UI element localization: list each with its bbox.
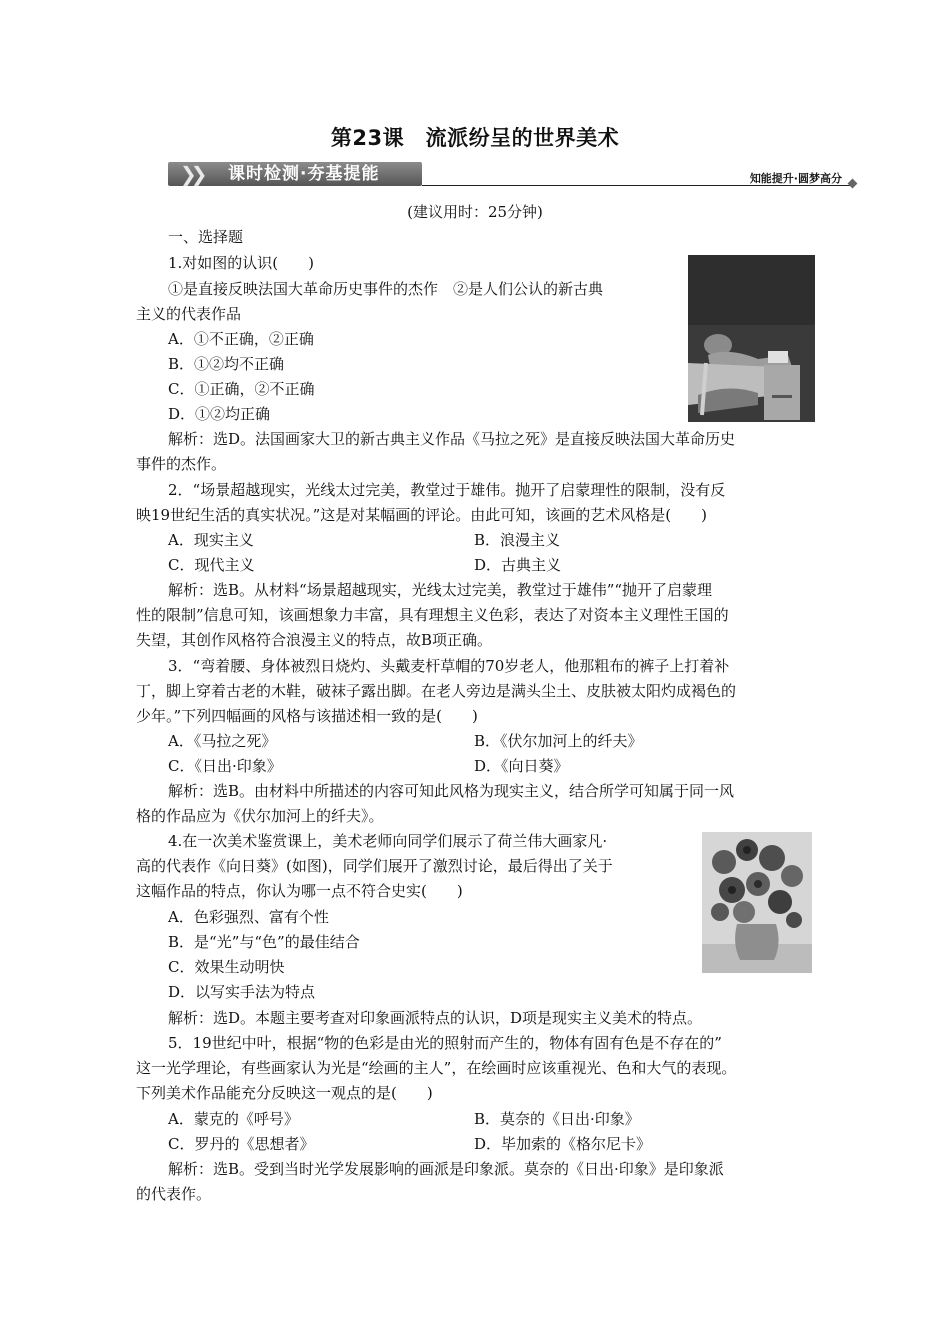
page-title: 第23课 流派纷呈的世界美术 (330, 126, 620, 150)
q2-analysis-1: 解析：选B。从材料“场景超越现实，光线太过完美，教堂过于雄伟”“抛开了启蒙理 (168, 581, 713, 599)
q5-stem-1: 5．19世纪中叶，根据“物的色彩是由光的照射而产生的，物体有固有色是不存在的” (168, 1034, 722, 1052)
q4-stem-3: 这幅作品的特点，你认为哪一点不符合史实( ) (136, 882, 463, 900)
q1-analysis-1: 解析：选D。法国画家大卫的新古典主义作品《马拉之死》是直接反映法国大革命历史 (168, 430, 736, 448)
q3-stem-3: 少年。”下列四幅画的风格与该描述相一致的是( ) (136, 707, 478, 725)
q1-stem: 1.对如图的认识( ) (168, 254, 315, 272)
banner-right-text: 知能提升·圆梦高分 (749, 172, 842, 185)
q2-analysis-2: 性的限制”信息可知，该画想象力丰富，具有理想主义色彩，表达了对资本主义理性王国的 (136, 606, 729, 624)
q5-option-d: D．毕加索的《格尔尼卡》 (474, 1135, 652, 1153)
death-of-marat-image (688, 255, 815, 422)
q5-option-a: A．蒙克的《呼号》 (168, 1110, 299, 1128)
q5-analysis-1: 解析：选B。受到当时光学发展影响的画派是印象派。莫奈的《日出·印象》是印象派 (168, 1160, 724, 1178)
q4-stem-1: 4.在一次美术鉴赏课上，美术老师向同学们展示了荷兰伟大画家凡· (168, 832, 608, 850)
q4-analysis-1: 解析：选D。本题主要考查对印象画派特点的认识，D项是现实主义美术的特点。 (168, 1009, 703, 1027)
q2-option-a: A．现实主义 (168, 531, 254, 549)
q5-option-c: C．罗丹的《思想者》 (168, 1135, 315, 1153)
q4-option-d: D．以写实手法为特点 (168, 983, 316, 1001)
q3-option-c: C．《日出·印象》 (168, 757, 282, 775)
section-heading: 一、选择题 (168, 228, 244, 246)
q3-analysis-1: 解析：选B。由材料中所描述的内容可知此风格为现实主义，结合所学可知属于同一风 (168, 782, 735, 800)
time-hint: (建议用时：25分钟) (407, 203, 543, 221)
sunflowers-image (702, 832, 812, 973)
q1-statement-1: ①是直接反映法国大革命历史事件的杰作 ②是人们公认的新古典 (168, 280, 604, 298)
q1-option-d: D．①②均正确 (168, 405, 271, 423)
q4-stem-2: 高的代表作《向日葵》(如图)，同学们展开了激烈讨论，最后得出了关于 (136, 857, 613, 875)
q4-option-c: C．效果生动明快 (168, 958, 285, 976)
q2-option-d: D．古典主义 (474, 556, 562, 574)
q1-statement-2: 主义的代表作品 (136, 305, 242, 323)
q1-option-a: A．①不正确，②正确 (168, 330, 314, 348)
q3-stem-2: 丁，脚上穿着古老的木鞋，破袜子露出脚。在老人旁边是满头尘土、皮肤被太阳灼成褐色的 (136, 682, 737, 700)
q2-stem-1: 2．“场景超越现实，光线太过完美，教堂过于雄伟。抛开了启蒙理性的限制，没有反 (168, 481, 726, 499)
banner-left-text: 课时检测·夯基提能 (228, 164, 380, 184)
q5-stem-2: 这一光学理论，有些画家认为光是“绘画的主人”，在绘画时应该重视光、色和大气的表现。 (136, 1059, 737, 1077)
q3-option-b: B．《伏尔加河上的纤夫》 (474, 732, 643, 750)
q5-analysis-2: 的代表作。 (136, 1185, 212, 1203)
q2-stem-2: 映19世纪生活的真实状况。”这是对某幅画的评论。由此可知，该画的艺术风格是( ) (136, 506, 707, 524)
q3-stem-1: 3．“弯着腰、身体被烈日烧灼、头戴麦杆草帽的70岁老人，他那粗布的裤子上打着补 (168, 657, 730, 675)
q2-analysis-3: 失望，其创作风格符合浪漫主义的特点，故B项正确。 (136, 631, 493, 649)
q3-option-d: D．《向日葵》 (474, 757, 569, 775)
diamond-icon (848, 179, 858, 189)
q3-analysis-2: 格的作品应为《伏尔加河上的纤夫》。 (136, 807, 384, 825)
q1-analysis-2: 事件的杰作。 (136, 455, 227, 473)
q1-option-c: C．①正确，②不正确 (168, 380, 315, 398)
double-chevron-icon: ❯❯ (180, 162, 202, 186)
q5-stem-3: 下列美术作品能充分反映这一观点的是( ) (136, 1084, 433, 1102)
q5-option-b: B．莫奈的《日出·印象》 (474, 1110, 640, 1128)
q1-option-b: B．①②均不正确 (168, 355, 285, 373)
q2-option-b: B．浪漫主义 (474, 531, 561, 549)
q4-option-b: B．是“光”与“色”的最佳结合 (168, 933, 360, 951)
q3-option-a: A．《马拉之死》 (168, 732, 277, 750)
q2-option-c: C．现代主义 (168, 556, 255, 574)
q4-option-a: A．色彩强烈、富有个性 (168, 908, 329, 926)
section-banner (168, 160, 860, 190)
